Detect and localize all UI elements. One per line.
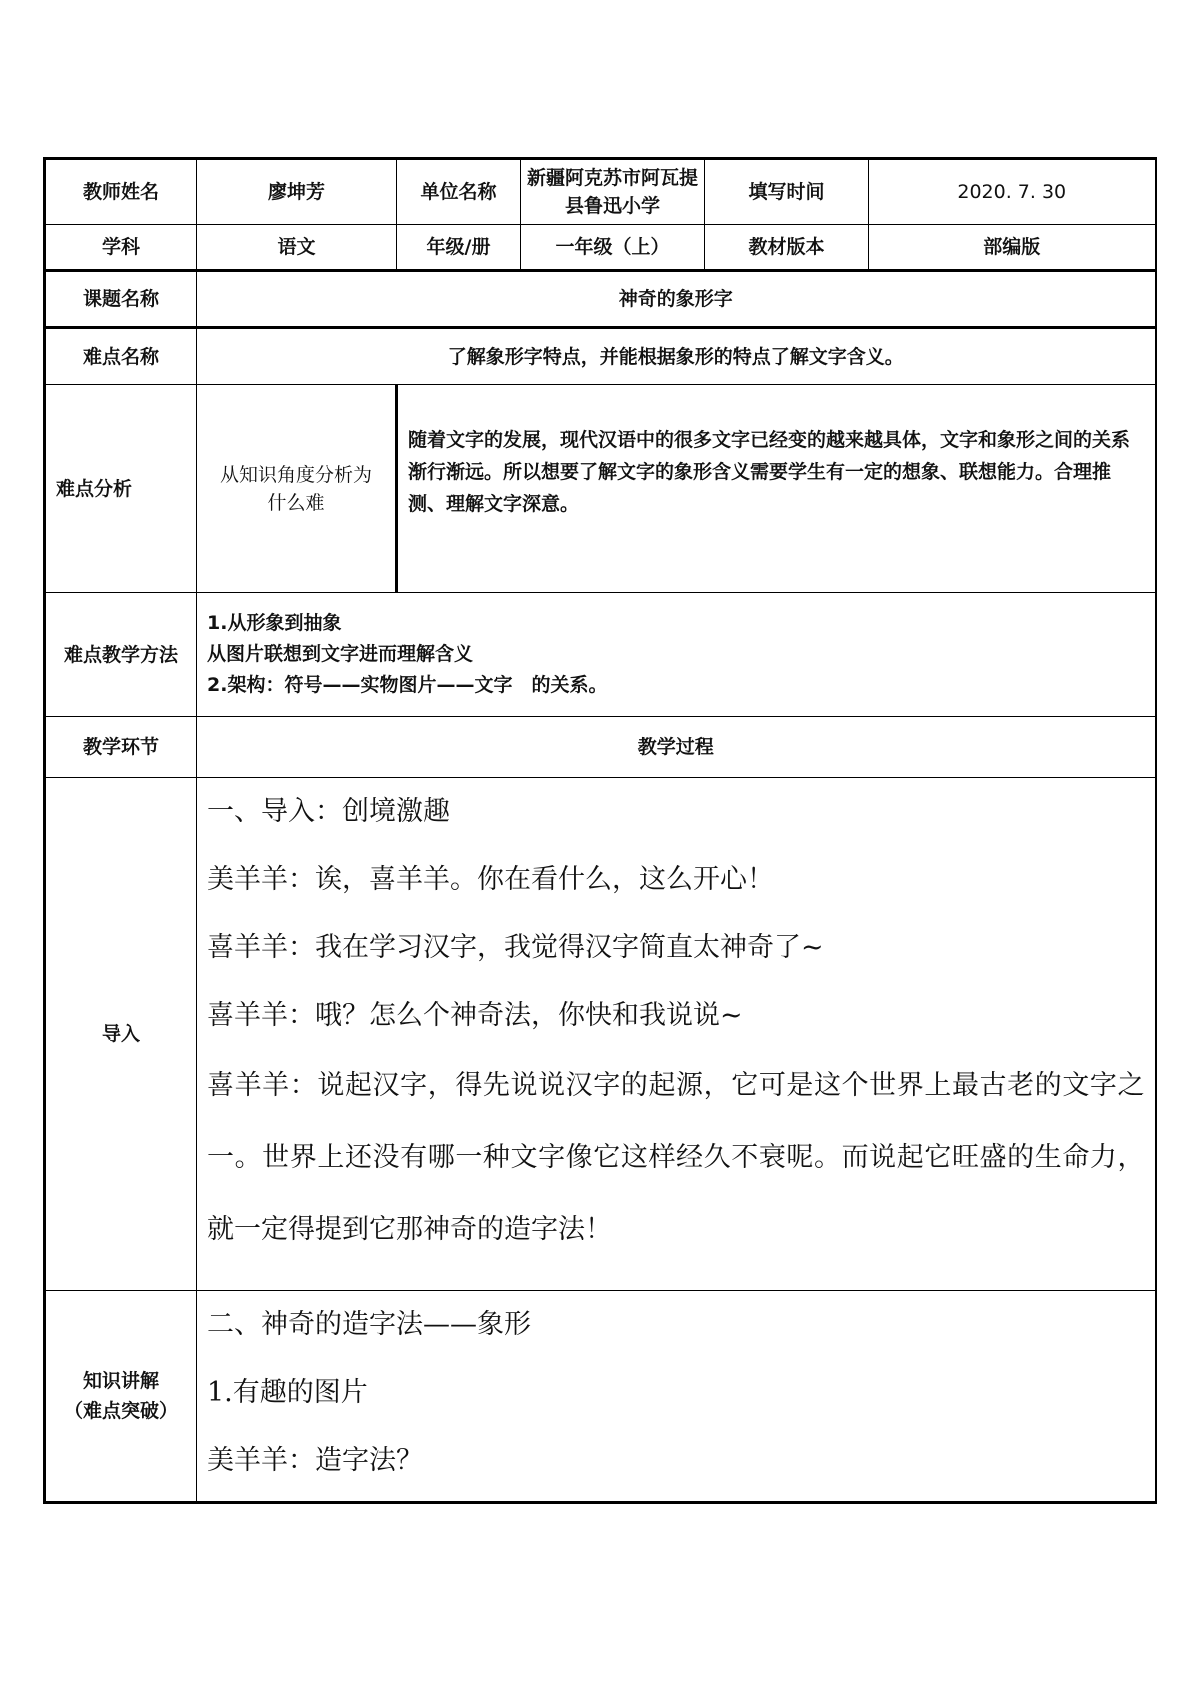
method-line-1: 1.从形象到抽象 — [207, 612, 342, 634]
knowledge-heading: 二、神奇的造字法——象形 — [207, 1309, 531, 1340]
method-row — [45, 593, 1156, 717]
subject-value: 语文 — [197, 225, 397, 271]
knowledge-row — [45, 1291, 1156, 1503]
method-content — [197, 593, 1156, 717]
difficulty-row — [45, 328, 1156, 385]
intro-row — [45, 778, 1156, 1291]
analysis-sub-label: 从知识角度分析为什么难 — [197, 385, 397, 593]
subject-label: 学科 — [45, 225, 197, 271]
analysis-row — [45, 385, 1156, 593]
teacher-name-label: 教师姓名 — [45, 159, 197, 225]
difficulty-label: 难点名称 — [45, 328, 197, 385]
intro-paragraph: 喜羊羊：说起汉字，得先说说汉字的起源，它可是这个世界上最古老的文字之一。世界上还没有哪一种文字像它这样经久不衰呢。而说起它旺盛的生命力，就一定得提到它那神奇的造字法！ — [207, 1070, 1145, 1245]
teacher-name-value: 廖坤芳 — [197, 159, 397, 225]
unit-name-value: 新疆阿克苏市阿瓦提县鲁迅小学 — [521, 159, 705, 225]
intro-line-1: 美羊羊：诶，喜羊羊。你在看什么，这么开心！ — [207, 864, 774, 895]
topic-label: 课题名称 — [45, 271, 197, 328]
grade-label: 年级/册 — [397, 225, 521, 271]
intro-content — [197, 778, 1156, 1291]
method-label: 难点教学方法 — [45, 593, 197, 717]
knowledge-label-line-1: 知识讲解 — [82, 1370, 159, 1392]
intro-line-2: 喜羊羊：我在学习汉字，我觉得汉字简直太神奇了~ — [207, 932, 824, 963]
fill-date-label: 填写时间 — [705, 159, 869, 225]
knowledge-content — [197, 1291, 1156, 1503]
analysis-content: 随着文字的发展，现代汉语中的很多文字已经变的越来越具体，文字和象形之间的关系渐行渐远。所以想要了解文字的象形含义需要学生有一定的想象、联想能力。合理推测、理解文字深意。 — [397, 385, 1156, 593]
knowledge-line-1: 1.有趣的图片 — [207, 1377, 368, 1408]
grade-value: 一年级（上） — [521, 225, 705, 271]
method-line-2: 从图片联想到文字进而理解含义 — [207, 643, 474, 665]
unit-name-label: 单位名称 — [397, 159, 521, 225]
knowledge-label-line-2: （难点突破） — [63, 1400, 178, 1422]
intro-heading: 一、导入：创境激趣 — [207, 796, 450, 827]
knowledge-line-2: 美羊羊：造字法？ — [207, 1445, 423, 1476]
lesson-plan-table — [43, 157, 1157, 1504]
method-line-3: 2.架构：符号——实物图片——文字 的关系。 — [207, 674, 608, 696]
process-header-row — [45, 717, 1156, 778]
fill-date-value: 2020. 7. 30 — [869, 159, 1156, 225]
header-row-2 — [45, 225, 1156, 271]
process-stage-label: 教学环节 — [45, 717, 197, 778]
intro-label: 导入 — [45, 778, 197, 1291]
topic-row — [45, 271, 1156, 328]
header-row-1 — [45, 159, 1156, 225]
edition-label: 教材版本 — [705, 225, 869, 271]
intro-line-3: 喜羊羊：哦？怎么个神奇法，你快和我说说~ — [207, 1000, 743, 1031]
analysis-label: 难点分析 — [45, 385, 197, 593]
topic-value: 神奇的象形字 — [197, 271, 1156, 328]
knowledge-label — [45, 1291, 197, 1503]
edition-value: 部编版 — [869, 225, 1156, 271]
process-title: 教学过程 — [197, 717, 1156, 778]
difficulty-value: 了解象形字特点，并能根据象形的特点了解文字含义。 — [197, 328, 1156, 385]
